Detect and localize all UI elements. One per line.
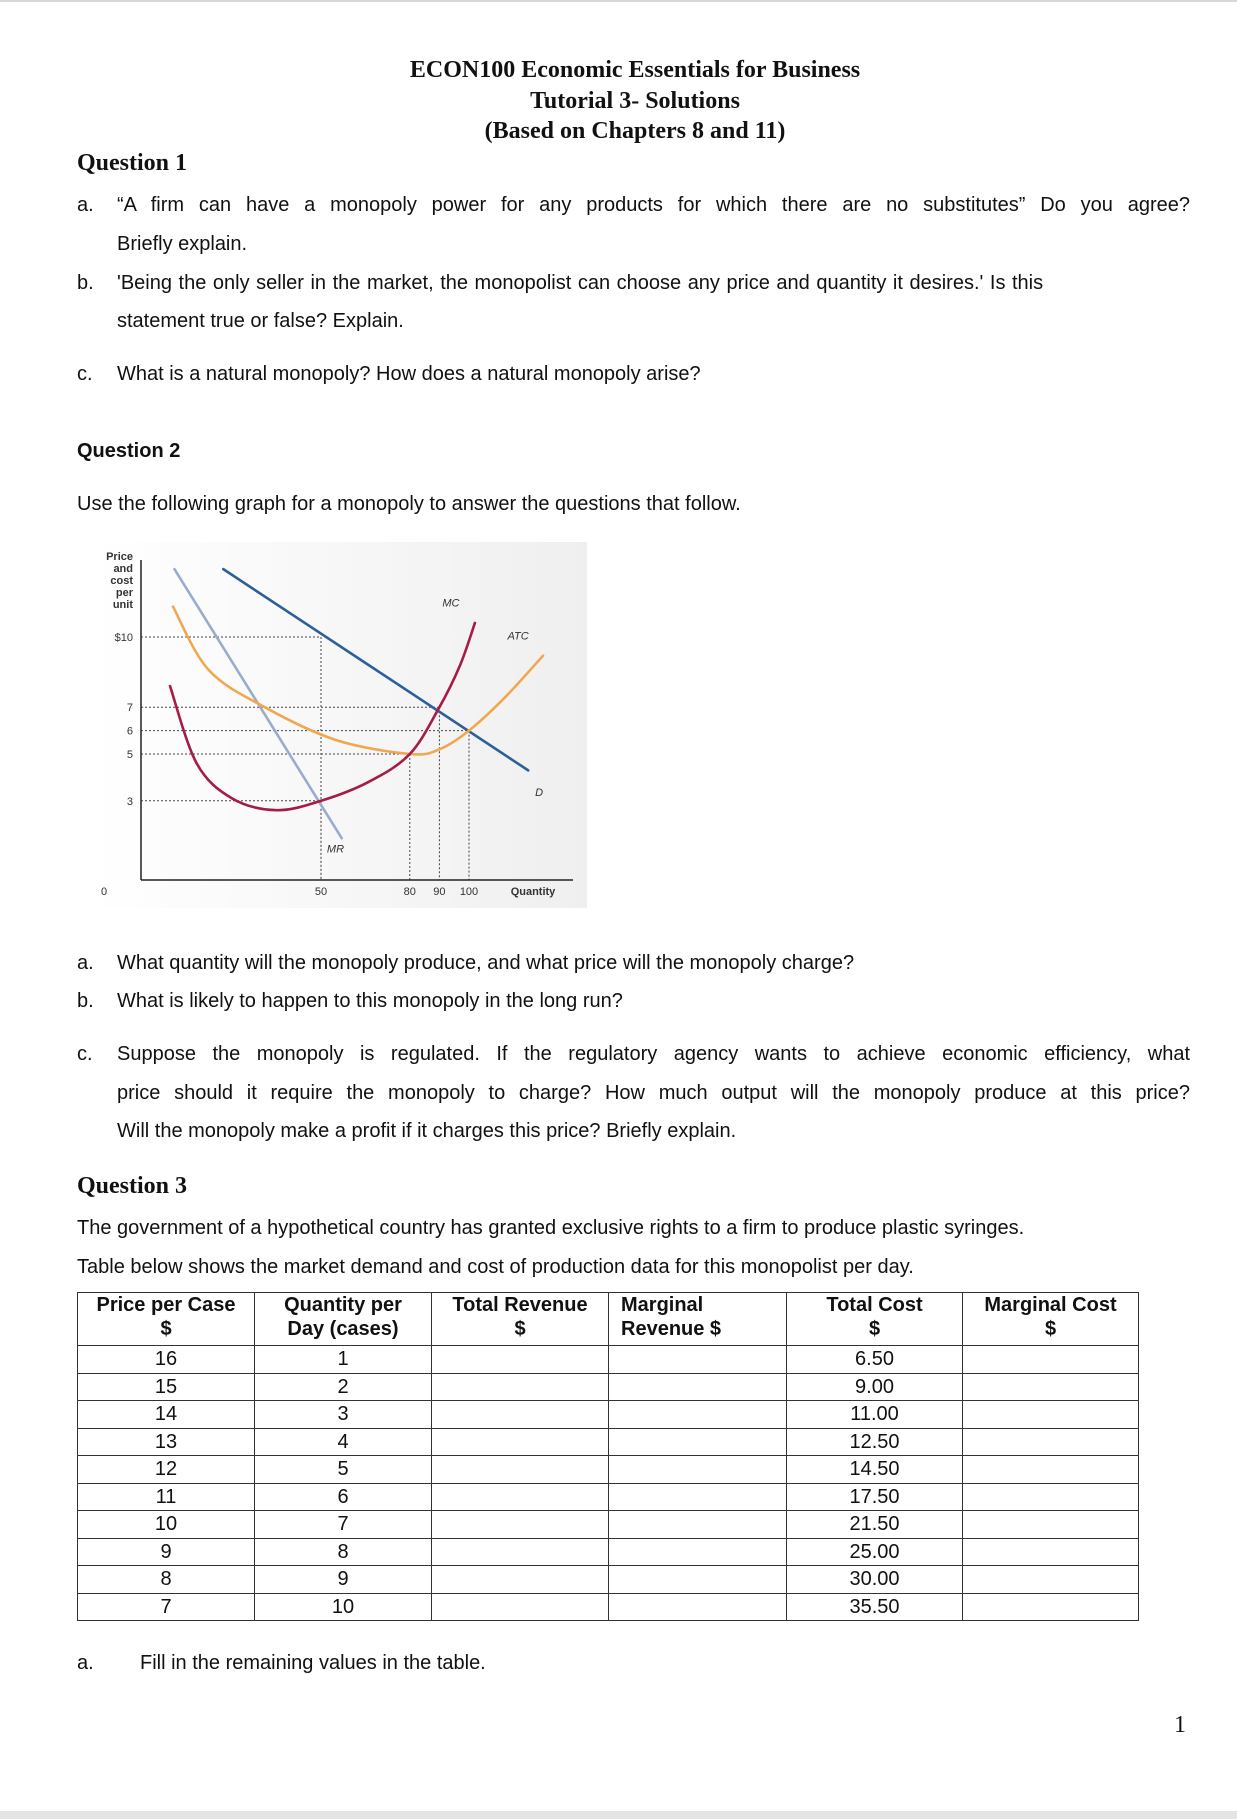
q2-c-label: c. — [77, 1043, 93, 1065]
q2-a-text: What quantity will the monopoly produce, and what price will the monopoly charge? — [117, 952, 855, 974]
q1-c-label: c. — [77, 363, 93, 385]
q1-b-text: 'Being the only seller in the market, the monopolist can choose any price and quantity it desires.' Is this — [117, 272, 1044, 294]
q2-b-text: What is likely to happen to this monopoly in the long run? — [117, 990, 623, 1012]
y-axis-label: per — [115, 587, 133, 599]
table-cell — [963, 1538, 1139, 1566]
table-cell: 3 — [255, 1401, 432, 1429]
q1-a-text: “A firm can have a monopoly power for any products for which there are no substitutes” Do you agree? — [117, 194, 1190, 216]
q2-c-text: Suppose the monopoly is regulated. If the regulatory agency wants to achieve economic efficiency, what — [117, 1043, 1190, 1065]
y-tick-label: 3 — [126, 795, 133, 808]
table-header-row — [78, 1293, 1139, 1346]
curve-label-mr: MR — [326, 843, 345, 856]
x-tick-label: 100 — [459, 886, 479, 898]
table-cell: 6 — [255, 1483, 432, 1511]
table-cell — [963, 1511, 1139, 1539]
table-cell: 21.50 — [787, 1511, 963, 1539]
table-cell: 14 — [78, 1401, 255, 1429]
q1-c-text: What is a natural monopoly? How does a natural monopoly arise? — [117, 363, 701, 385]
table-cell: 5 — [255, 1456, 432, 1484]
q2-c-text-cont2: Will the monopoly make a profit if it charges this price? Briefly explain. — [117, 1120, 737, 1142]
y-tick-label: $10 — [114, 632, 133, 644]
table-cell: 30.00 — [787, 1566, 963, 1594]
table-cell — [963, 1428, 1139, 1456]
table-cell — [963, 1566, 1139, 1594]
header-quantity: Quantity per Day (cases) — [255, 1293, 432, 1346]
document-title: ECON100 Economic Essentials for Business — [409, 57, 861, 83]
bottom-border — [0, 1811, 1237, 1819]
q2-b-label: b. — [77, 990, 94, 1012]
header-total-revenue: Total Revenue $ — [432, 1293, 609, 1346]
table-cell: 14.50 — [787, 1456, 963, 1484]
q3-intro-cont: Table below shows the market demand and cost of production data for this monopolist per day. — [77, 1256, 914, 1278]
table-row — [78, 1346, 1139, 1374]
y-tick-label: 6 — [126, 725, 133, 738]
table-cell — [609, 1566, 787, 1594]
table-cell: 4 — [255, 1428, 432, 1456]
table-cell — [432, 1456, 609, 1484]
table-row — [78, 1401, 1139, 1429]
x-tick-label: 80 — [403, 886, 416, 898]
table-cell: 12 — [78, 1456, 255, 1484]
header-marginal-revenue: Marginal Revenue $ — [609, 1293, 787, 1346]
document-chapters: (Based on Chapters 8 and 11) — [484, 118, 786, 144]
y-tick-label: 5 — [126, 749, 133, 761]
table-row — [78, 1566, 1139, 1594]
table-cell — [432, 1428, 609, 1456]
table-cell — [432, 1401, 609, 1429]
q1-b-text-cont: statement true or false? Explain. — [117, 310, 404, 332]
table-cell: 2 — [255, 1373, 432, 1401]
table-cell — [432, 1566, 609, 1594]
table-cell: 8 — [255, 1538, 432, 1566]
table-cell — [432, 1511, 609, 1539]
table-cell — [963, 1483, 1139, 1511]
table-row — [78, 1456, 1139, 1484]
curve-label-d: D — [535, 787, 544, 800]
table-cell: 9 — [255, 1566, 432, 1594]
table-cell: 9 — [78, 1538, 255, 1566]
table-cell — [432, 1483, 609, 1511]
table-cell: 12.50 — [787, 1428, 963, 1456]
table-cell: 7 — [78, 1593, 255, 1621]
header-total-cost: Total Cost $ — [787, 1293, 963, 1346]
table-cell — [432, 1373, 609, 1401]
table-cell: 13 — [78, 1428, 255, 1456]
question-3-heading: Question 3 — [77, 1173, 188, 1199]
table-cell: 11.00 — [787, 1401, 963, 1429]
top-border — [0, 0, 1237, 2]
y-axis-label: cost — [110, 575, 133, 587]
header-price: Price per Case $ — [78, 1293, 255, 1346]
question-1-heading: Question 1 — [77, 150, 188, 176]
table-cell: 25.00 — [787, 1538, 963, 1566]
table-cell — [432, 1346, 609, 1374]
table-cell: 8 — [78, 1566, 255, 1594]
q3-intro: The government of a hypothetical country has granted exclusive rights to a firm to produce plastic syringes. — [77, 1217, 1025, 1239]
y-axis-label: and — [113, 563, 133, 575]
y-tick-label: 7 — [126, 702, 133, 715]
table-cell: 1 — [255, 1346, 432, 1374]
origin-label: 0 — [101, 886, 108, 898]
table-cell — [609, 1373, 787, 1401]
q1-a-text-cont: Briefly explain. — [117, 233, 248, 255]
document-subtitle: Tutorial 3- Solutions — [530, 88, 740, 114]
table-cell: 10 — [255, 1593, 432, 1621]
header-marginal-cost: Marginal Cost $ — [963, 1293, 1139, 1346]
q2-c-text-cont: price should it require the monopoly to charge? How much output will the monopoly produce at this price? — [117, 1082, 1190, 1104]
q2-intro: Use the following graph for a monopoly to answer the questions that follow. — [77, 493, 741, 515]
table-cell: 6.50 — [787, 1346, 963, 1374]
table-cell: 35.50 — [787, 1593, 963, 1621]
curve-label-atc: ATC — [507, 630, 529, 643]
table-cell: 16 — [78, 1346, 255, 1374]
table-row — [78, 1511, 1139, 1539]
table-cell — [609, 1456, 787, 1484]
question-2-heading: Question 2 — [77, 440, 181, 462]
table-cell — [963, 1456, 1139, 1484]
curve-label-mc: MC — [442, 597, 460, 610]
table-cell: 9.00 — [787, 1373, 963, 1401]
q1-a-label: a. — [77, 194, 94, 216]
table-cell: 11 — [78, 1483, 255, 1511]
table-cell — [963, 1593, 1139, 1621]
table-cell: 15 — [78, 1373, 255, 1401]
table-cell: 7 — [255, 1511, 432, 1539]
demand-cost-table — [77, 1292, 1139, 1621]
table-cell — [432, 1593, 609, 1621]
q1-b-label: b. — [77, 272, 94, 294]
x-axis-label: Quantity — [510, 886, 556, 898]
q3-a-label: a. — [77, 1652, 94, 1674]
table-cell — [609, 1538, 787, 1566]
y-axis-label: Price — [106, 551, 133, 563]
table-row — [78, 1593, 1139, 1621]
page-number: 1 — [1174, 1712, 1186, 1738]
table-cell — [609, 1346, 787, 1374]
table-row — [78, 1428, 1139, 1456]
monopoly-graph — [93, 542, 587, 908]
table-cell — [609, 1483, 787, 1511]
table-cell — [609, 1428, 787, 1456]
table-cell — [963, 1401, 1139, 1429]
x-tick-label: 50 — [314, 886, 328, 898]
y-axis-label: unit — [112, 599, 133, 611]
table-cell — [432, 1538, 609, 1566]
q3-a-text: Fill in the remaining values in the table. — [140, 1652, 486, 1674]
table-row — [78, 1538, 1139, 1566]
table-cell — [609, 1593, 787, 1621]
x-tick-label: 90 — [433, 886, 446, 898]
table-cell — [609, 1511, 787, 1539]
table-cell — [963, 1373, 1139, 1401]
table-row — [78, 1373, 1139, 1401]
table-cell — [963, 1346, 1139, 1374]
q2-a-label: a. — [77, 952, 94, 974]
table-cell: 10 — [78, 1511, 255, 1539]
table-cell — [609, 1401, 787, 1429]
table-cell: 17.50 — [787, 1483, 963, 1511]
table-row — [78, 1483, 1139, 1511]
